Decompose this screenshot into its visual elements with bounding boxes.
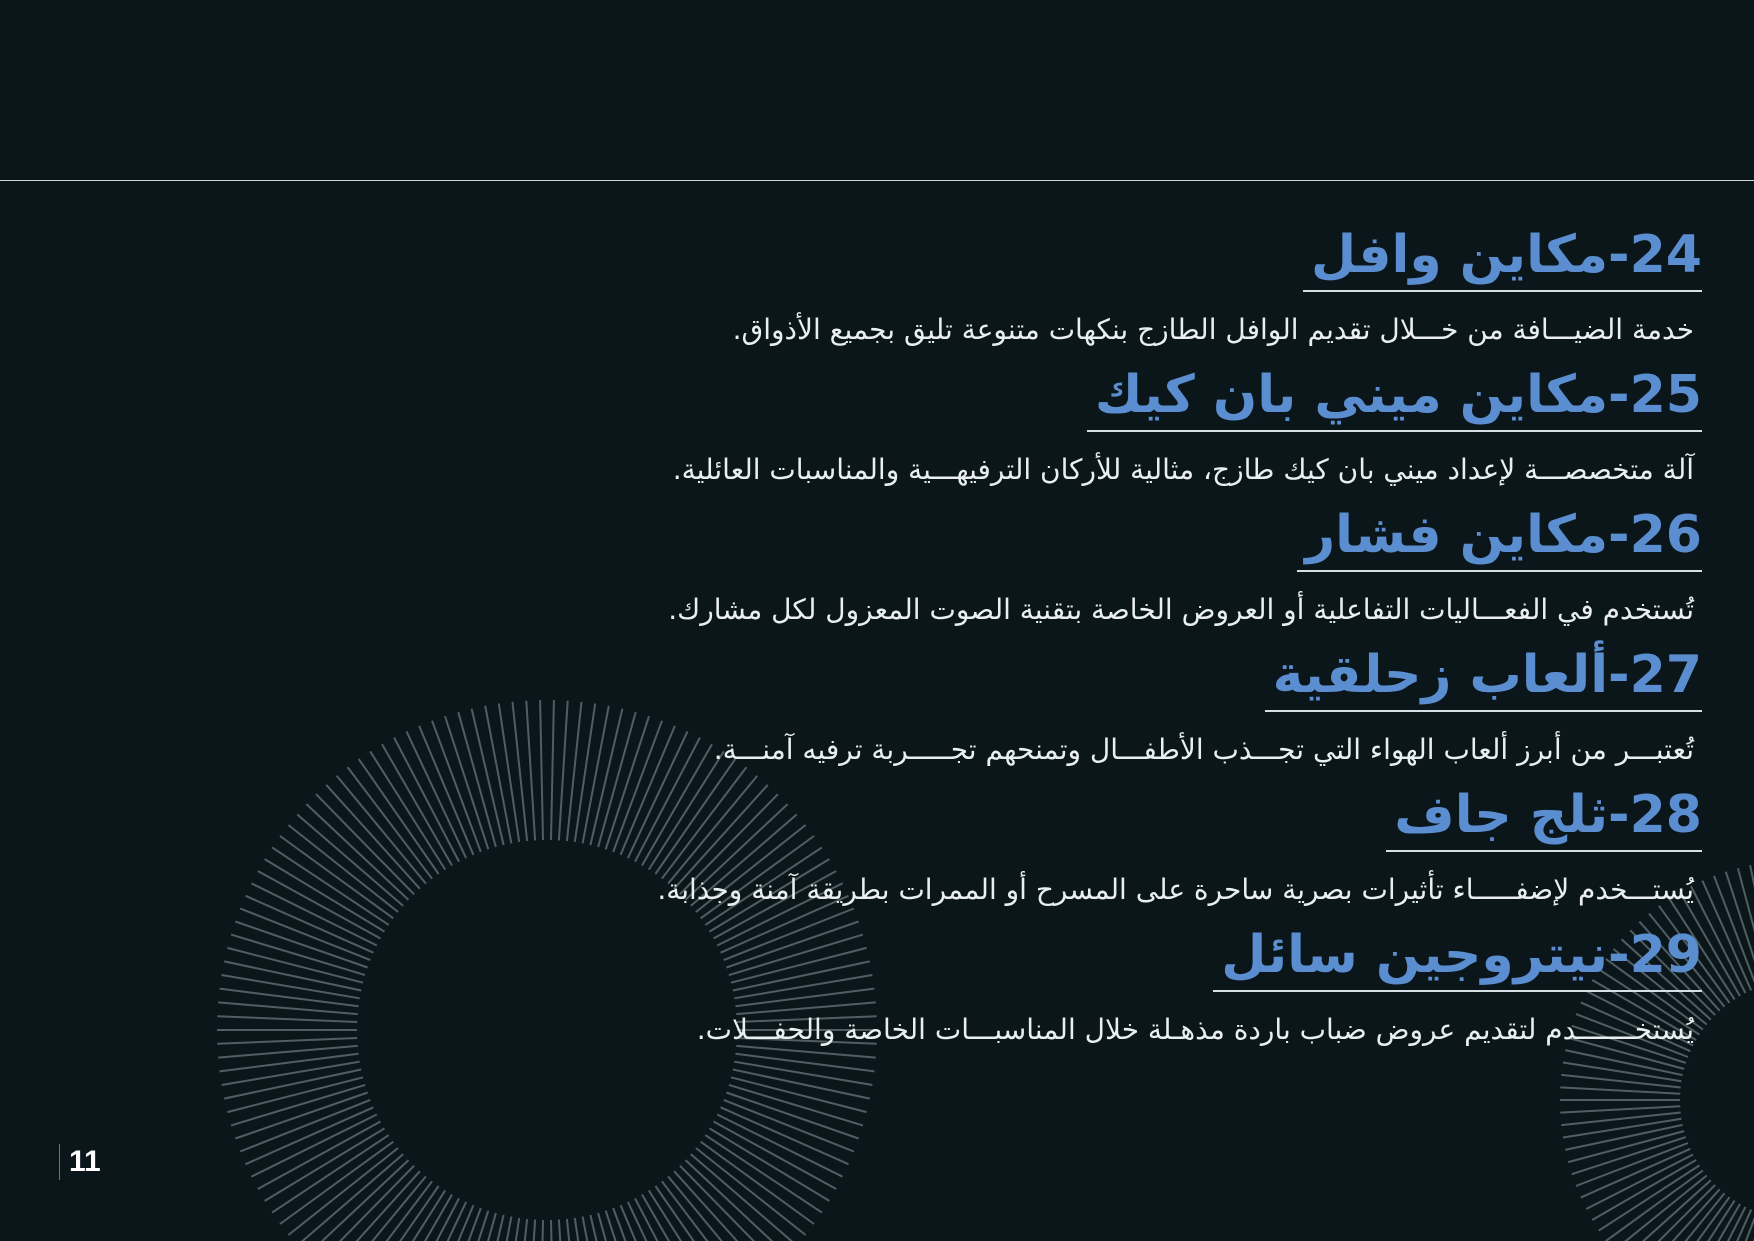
burst-ray bbox=[1576, 1143, 1688, 1186]
burst-ray bbox=[691, 1154, 797, 1241]
burst-ray bbox=[1659, 1197, 1730, 1241]
item-title: 27-ألعاب زحلقية bbox=[1265, 640, 1702, 712]
item-24 bbox=[512, 220, 1702, 360]
item-28 bbox=[512, 780, 1702, 920]
item-26 bbox=[512, 500, 1702, 640]
burst-ray bbox=[726, 1093, 858, 1139]
burst-ray bbox=[724, 1100, 854, 1152]
burst-ray bbox=[1561, 1113, 1680, 1126]
burst-ray bbox=[1560, 1106, 1680, 1112]
burst-ray bbox=[1599, 1165, 1700, 1230]
burst-ray bbox=[445, 1211, 488, 1241]
item-title: 28-ثلج جاف bbox=[1386, 780, 1702, 852]
item-description: تُستخدم في الفعـــاليات التفاعلية أو العروض الخاصة بتقنية الصوت المعزول لكل مشارك. bbox=[668, 593, 1694, 626]
item-title: 26-مكاين فشار bbox=[1297, 500, 1702, 572]
item-description: تُعتبـــر من أبرز ألعاب الهواء التي تجـــذب الأطفـــال وتمنحهم تجـــــربة ترفيه آمنـــة. bbox=[713, 733, 1694, 766]
burst-ray bbox=[432, 721, 481, 852]
burst-ray bbox=[680, 1166, 778, 1241]
item-description: يُستخـــــــدم لتقديم عروض ضباب باردة مذهـلة خلال المناسبـــات الخاصة والحفـــلات. bbox=[696, 1013, 1694, 1046]
burst-ray bbox=[567, 1219, 582, 1241]
item-title: 29-نيتروجين سائل bbox=[1213, 920, 1702, 992]
burst-ray bbox=[235, 1093, 367, 1139]
burst-ray bbox=[674, 1171, 768, 1241]
burst-ray bbox=[1560, 1087, 1680, 1093]
burst-ray bbox=[513, 1219, 528, 1241]
burst-ray bbox=[316, 1166, 414, 1241]
items-list bbox=[512, 220, 1702, 1060]
page-number: 11 bbox=[59, 1144, 101, 1180]
burst-ray bbox=[551, 1220, 554, 1241]
burst-ray bbox=[235, 922, 367, 968]
item-description: خدمة الضيـــافة من خـــلال تقديم الوافل الطازج بنكهات متنوعة تليق بجميع الأذواق. bbox=[732, 313, 1694, 346]
item-title: 24-مكاين وافل bbox=[1303, 220, 1702, 292]
burst-ray bbox=[606, 1211, 649, 1241]
item-description: آلة متخصصـــة لإعداد ميني بان كيك طازج، مثالية للأركان الترفيهـــية والمناسبات العائلية. bbox=[672, 453, 1694, 486]
burst-ray bbox=[540, 1220, 543, 1241]
burst-ray bbox=[240, 909, 370, 961]
burst-ray bbox=[217, 1038, 357, 1044]
burst-ray bbox=[265, 859, 385, 932]
item-description: يُستـــخدم لإضفـــــاء تأثيرات بصرية ساحرة على المسرح أو الممرات بطريقة آمنة وجذابة. bbox=[657, 873, 1694, 906]
burst-ray bbox=[1586, 1155, 1693, 1210]
burst-ray bbox=[265, 1128, 385, 1201]
burst-ray bbox=[217, 1016, 357, 1022]
burst-ray bbox=[240, 1100, 370, 1152]
item-title: 25-مكاين ميني بان كيك bbox=[1087, 360, 1702, 432]
item-29 bbox=[512, 920, 1702, 1060]
item-25 bbox=[512, 360, 1702, 500]
burst-ray bbox=[326, 1171, 420, 1241]
burst-ray bbox=[297, 1154, 403, 1241]
item-27 bbox=[512, 640, 1702, 780]
burst-ray bbox=[1561, 1075, 1680, 1088]
burst-ray bbox=[710, 1128, 830, 1201]
burst-ray bbox=[1622, 1180, 1711, 1241]
